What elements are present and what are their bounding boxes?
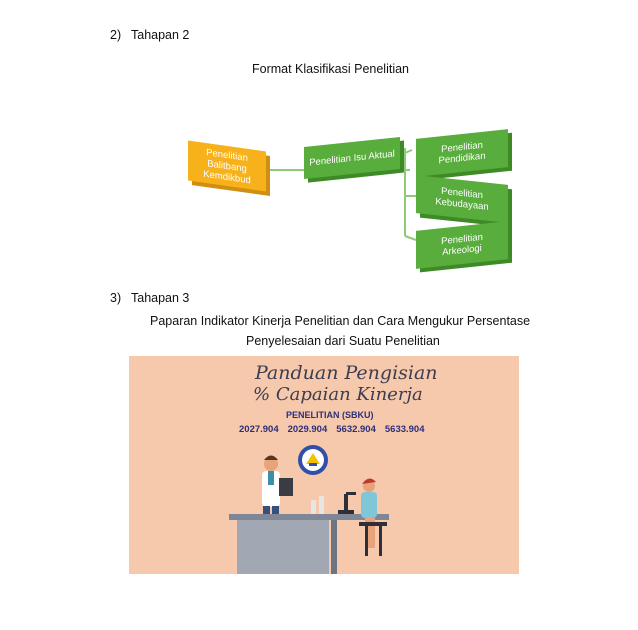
code-2: 2029.904 <box>287 424 328 435</box>
node-middle-label: Penelitian Isu Aktual <box>309 148 395 168</box>
code-3: 5632.904 <box>336 424 376 435</box>
node-root-label: Penelitian Balitbang Kemdikbud <box>203 146 251 186</box>
step-3-number: 3) <box>110 291 122 305</box>
section3-line2: Penyelesaian dari Suatu Penelitian <box>246 334 440 348</box>
node-leaf-pendidikan-label: Penelitian Pendidikan <box>438 139 486 167</box>
section3-line1: Paparan Indikator Kinerja Penelitian dan Cara Mengukur Persentase <box>150 314 531 328</box>
classification-diagram <box>180 128 520 273</box>
node-leaf-arkeologi-label: Penelitian Arkeologi <box>441 231 483 259</box>
infographic-title-line2: % Capaian Kinerja <box>253 384 423 405</box>
node-leaf-kebudayaan-label: Penelitian Kebudayaan <box>435 185 489 213</box>
infographic-title-line1: Panduan Pengisian <box>255 362 438 384</box>
step-2-title: Tahapan 2 <box>131 28 190 42</box>
infographic-codes <box>239 424 425 435</box>
infographic-subtitle: PENELITIAN (SBKU) <box>286 410 374 420</box>
infographic-panel <box>129 356 519 574</box>
step-2-number: 2) <box>110 28 122 42</box>
step-3-title: Tahapan 3 <box>131 291 190 305</box>
lab-scientists-illustration <box>219 436 439 574</box>
code-1: 2027.904 <box>239 424 279 435</box>
diagram-caption: Format Klasifikasi Penelitian <box>252 62 410 76</box>
code-4: 5633.904 <box>384 424 425 435</box>
